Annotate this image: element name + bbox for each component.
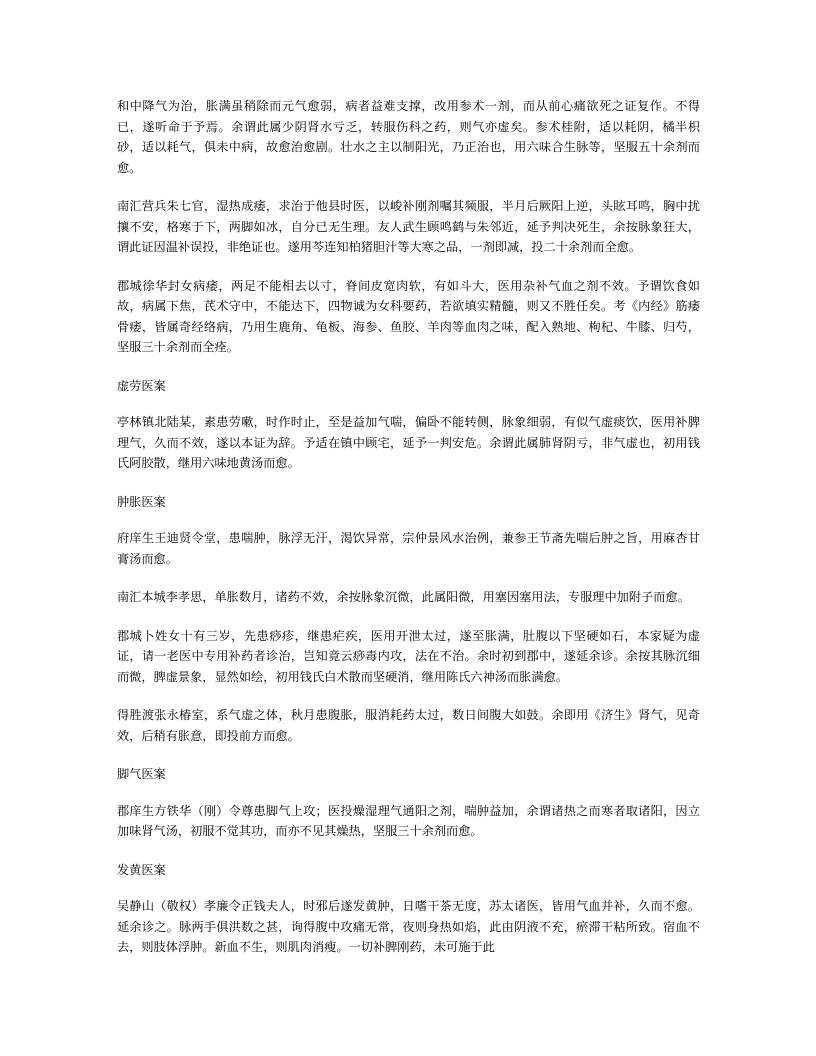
- section-heading-zhongzhang: 肿胀医案: [117, 494, 166, 509]
- section-heading-fahuang: 发黄医案: [117, 862, 166, 877]
- paragraph-continuation: 和中降气为治，胀满虽稍除而元气愈弱，病者益难支撑，改用参术一剂，而从前心痛欲死之证复作。不得已，遂听命于予焉。余谓此属少阴肾水亏乏，转服伤科之药，则气亦虚矣。参术桂附，适以耗阴，橘半枳砂，适以耗气，俱未中病，故愈治愈剧。壮水之主以制阳光，乃正治也，用六味合生脉等，坚服五十余剂而愈。: [117, 99, 700, 175]
- paragraph-case-bu: 郡城卜姓女十有三岁，先患痧疹，继患疟疾，医用开泄太过，遂至胀满，肚腹以下坚硬如石，本家疑为虚证，请一老医中专用补药者诊治，岂知竟云痧毒内攻，法在不治。余时初到郡中，遂延余诊。余按其脉沉细而微，脾虚景象，显然如绘，初用钱氏白术散而坚硬消，继用陈氏六神汤而胀满愈。: [117, 628, 700, 684]
- paragraph-case-zhu: 南汇营兵朱七官，湿热成痿，求治于他县时医，以峻补刚剂嘱其频服，半月后厥阳上逆，头眩耳鸣，胸中扰攘不安，格寒于下，两脚如冰，自分已无生理。友人武生顾鸣鹤与朱邻近，延予判决死生，余按脉象狂大，谓此证因温补误投，非绝证也。遂用芩连知柏猪胆汁等大寒之品，一剂即减，投二十余剂而全愈。: [117, 199, 700, 254]
- paragraph-case-wang: 府庠生王迪贤令堂，患喘肿，脉浮无汗，渴饮异常，宗仲景风水治例，兼参王节斋先喘后肿之旨，用麻杏甘膏汤而愈。: [117, 531, 700, 566]
- section-heading-jiaoqi: 脚气医案: [117, 767, 166, 781]
- paragraph-case-li: 南汇本城李孝思，单胀数月，诸药不效，余按脉象沉微，此属阳微，用塞因塞用法，专服理中加附子而愈。: [117, 590, 690, 604]
- paragraph-case-lu: 亭林镇北陆某，素患劳嗽，时作时止，至是益加气喘，偏卧不能转侧，脉象细弱，有似气虚痰饮，医用补脾理气，久而不效，遂以本证为辞。予适在镇中顾宅，延予一判安危。余谓此属肺肾阴亏，非气虚也，初用钱氏阿胶散，继用六味地黄汤而愈。: [117, 415, 700, 470]
- document-page: [117, 96, 700, 976]
- paragraph-case-zhang: 得胜渡张永椿室，系气虚之体，秋月患腹胀，服消耗药太过，数日间腹大如鼓。余即用《济生》肾气，见奇效，后稍有胀意，即投前方而愈。: [117, 708, 700, 743]
- paragraph-case-fang: 郡庠生方铁华（刚）令尊患脚气上攻；医投燥湿理气通阳之剂，喘肿益加，余谓诸热之而寒者取诸阳，因立加味肾气汤，初服不觉其功，而亦不见其燥热，坚服三十余剂而愈。: [117, 803, 700, 838]
- paragraph-case-wu: 吴静山（敬权）孝廉令正钱夫人，时邪后遂发黄肿，日嗜干茶无度，苏太诸医，皆用气血并补，久而不愈。延余诊之。脉两手俱洪数之甚，询得腹中攻痛无常，夜则身热如焰，此由阴液不充，瘀滞干粘所致。宿血不去，则肢体浮肿。新血不生，则肌肉消瘦。一切补脾刚药，未可施于此: [117, 899, 700, 954]
- section-heading-xulao: 虚劳医案: [117, 378, 166, 393]
- paragraph-case-xu: 郡城徐华封女病痿，两足不能相去以寸，脊间皮宽肉软，有如斗大，医用杂补气血之剂不效。予谓饮食如故，病属下焦，芪术守中，不能达下，四物诚为女科要药，若欲填实精髓，则又不胜任矣。考《内经》筋痿骨痿，皆属奇经络病，乃用生鹿角、龟板、海参、鱼胶、羊肉等血肉之味，配入熟地、枸杞、牛膝、归芍，坚服三十余剂而全痊。: [117, 278, 700, 354]
